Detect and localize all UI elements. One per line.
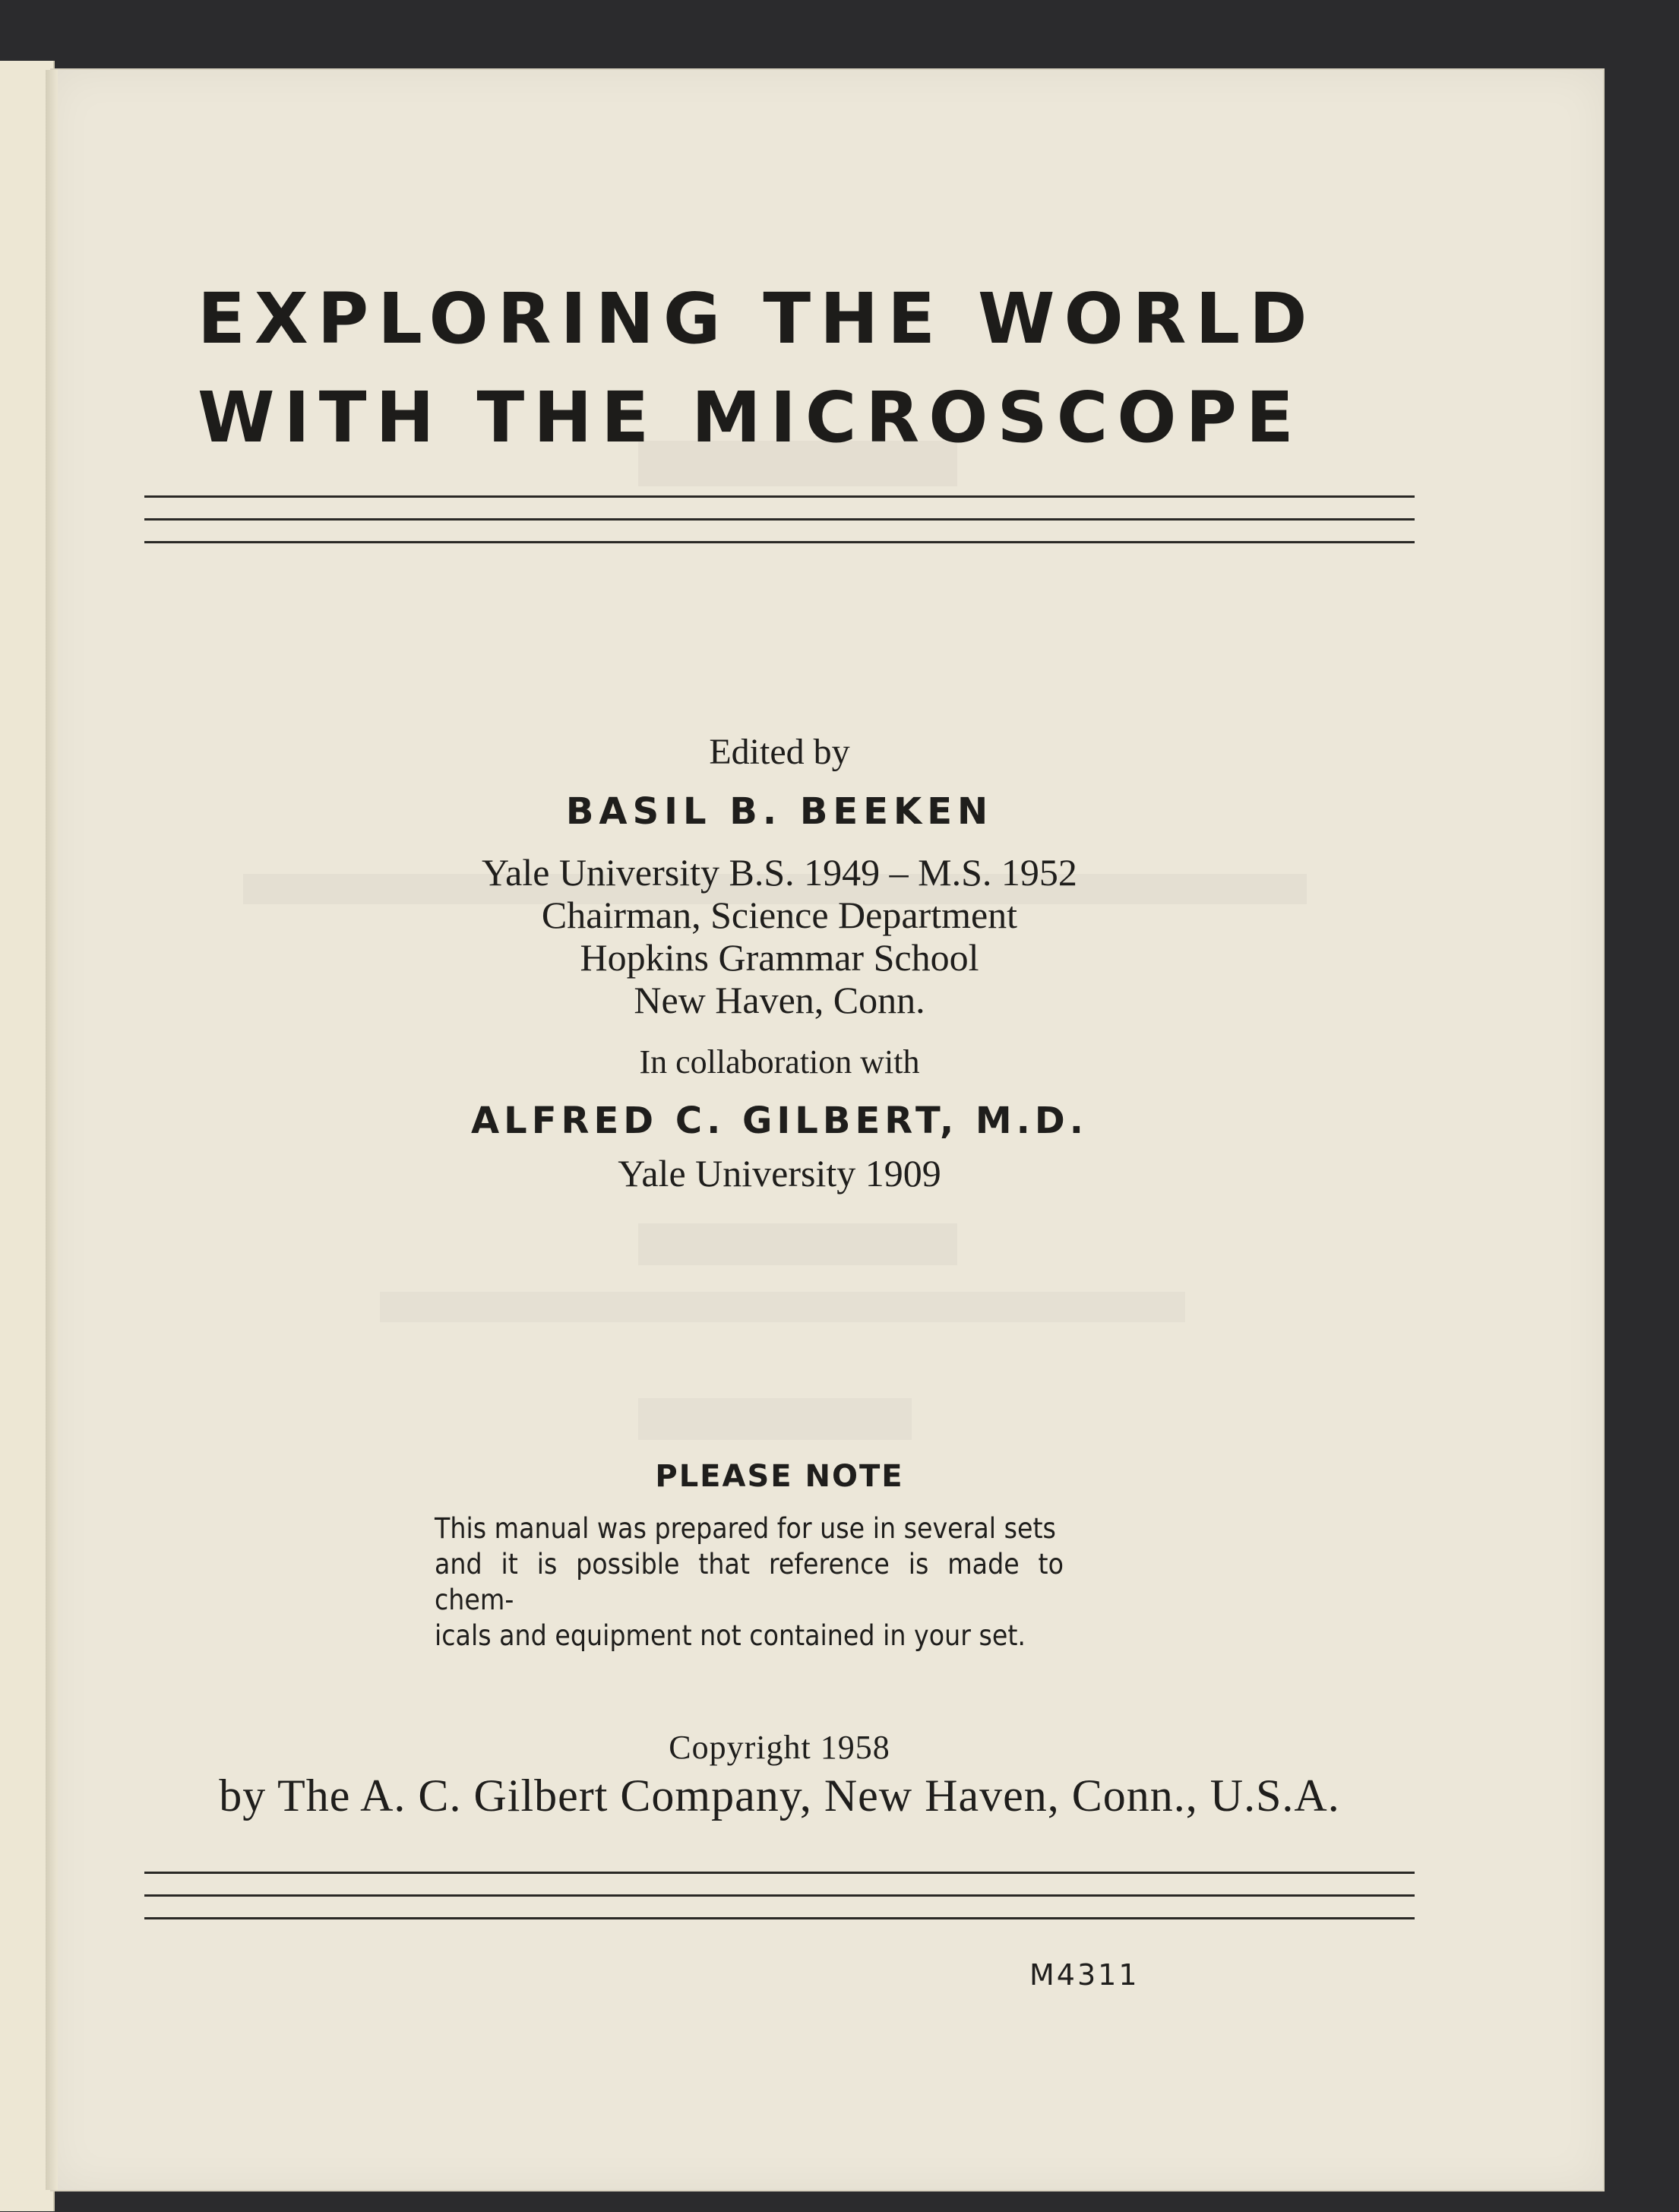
divider-line	[144, 518, 1415, 521]
divider-line	[144, 1917, 1415, 1919]
book-title-line-1: EXPLORING THE WORLD	[198, 278, 1317, 359]
note-line: icals and equipment not contained in your set.	[435, 1619, 1026, 1652]
note-heading: PLEASE NOTE	[655, 1459, 904, 1494]
book-title-line-2: WITH THE MICROSCOPE	[198, 377, 1303, 458]
editor-detail-line: Hopkins Grammar School	[580, 936, 979, 979]
editor-detail-line: New Haven, Conn.	[634, 979, 925, 1021]
book-title	[198, 270, 1337, 467]
divider-line	[144, 1872, 1415, 1874]
bottom-triple-rule	[144, 1872, 1415, 1940]
bleed-through-shadow	[638, 1398, 912, 1440]
divider-line	[144, 1894, 1415, 1897]
editor-name: BASIL B. BEEKEN	[565, 790, 994, 833]
bleed-through-shadow	[380, 1292, 1185, 1322]
note-line: and it is possible that reference is made to chem-	[435, 1548, 1064, 1616]
collaboration-label: In collaboration with	[639, 1043, 920, 1081]
collaborator-detail: Yale University 1909	[618, 1152, 941, 1195]
catalog-number: M4311	[1029, 1958, 1140, 1992]
note-body	[435, 1511, 1064, 1653]
divider-line	[144, 495, 1415, 498]
top-triple-rule	[144, 495, 1415, 564]
bleed-through-shadow	[638, 1223, 957, 1265]
divider-line	[144, 541, 1415, 543]
page-binding	[46, 70, 58, 2190]
copyright-line: Copyright 1958	[669, 1729, 890, 1766]
edited-by-label: Edited by	[709, 732, 850, 772]
note-line: This manual was prepared for use in several sets	[435, 1512, 1056, 1545]
editor-detail-line: Yale University B.S. 1949 – M.S. 1952	[482, 851, 1077, 894]
collaborator-name: ALFRED C. GILBERT, M.D.	[471, 1100, 1088, 1142]
publisher-line: by The A. C. Gilbert Company, New Haven, Conn., U.S.A.	[219, 1771, 1340, 1821]
editor-detail-line: Chairman, Science Department	[541, 894, 1018, 936]
editor-details	[144, 851, 1415, 1021]
